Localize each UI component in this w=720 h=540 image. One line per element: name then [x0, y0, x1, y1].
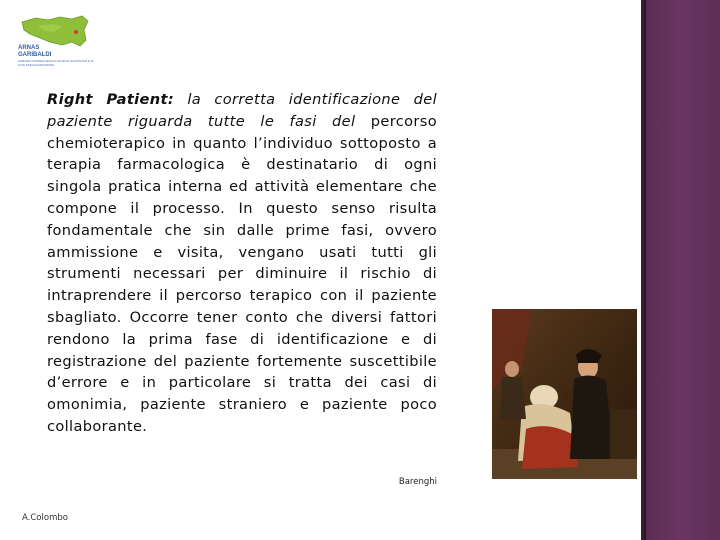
logo-line-3: AZIENDA OSPEDALIERA DI RILIEVO NAZIONALE E DI ALTA SPECIALIZZAZIONE	[18, 59, 94, 67]
lead-rest-text: la corretta identificazione del paziente riguarda tutte le fasi del	[47, 91, 437, 130]
body-text: percorso chemioterapico in quanto l’individuo sottoposto a terapia farmacologica è destinatario di ogni singola pratica interna ed attività elementare che compone il processo. In questo senso risulta fondamentale che sin dalle prime fasi, ovvero ammissione e visita, vengano usati tutti gli strumenti necessari per diminuire il rischio di intraprendere il percorso terapico con il paziente sbagliato. Occorre tener conto che diversi fattori rendono la prima fase di identificazione e di registrazione del paziente fortemente suscettibile d’errore e in particolare si tratta dei casi di omonimia, paziente straniero e paziente poco collaborante.	[47, 112, 437, 435]
logo-line-1: ARNAS	[18, 45, 40, 51]
sidebar-divider	[644, 0, 646, 540]
logo-line-2: GARIBALDI	[18, 52, 52, 58]
lead-heading: Right Patient:	[47, 91, 175, 108]
painting-image	[492, 309, 637, 479]
main-paragraph	[47, 89, 437, 438]
citation: Barenghi	[398, 477, 437, 487]
footer-author: A.Colombo	[22, 513, 68, 523]
logo-text	[18, 45, 96, 67]
decorative-sidebar	[641, 0, 720, 540]
